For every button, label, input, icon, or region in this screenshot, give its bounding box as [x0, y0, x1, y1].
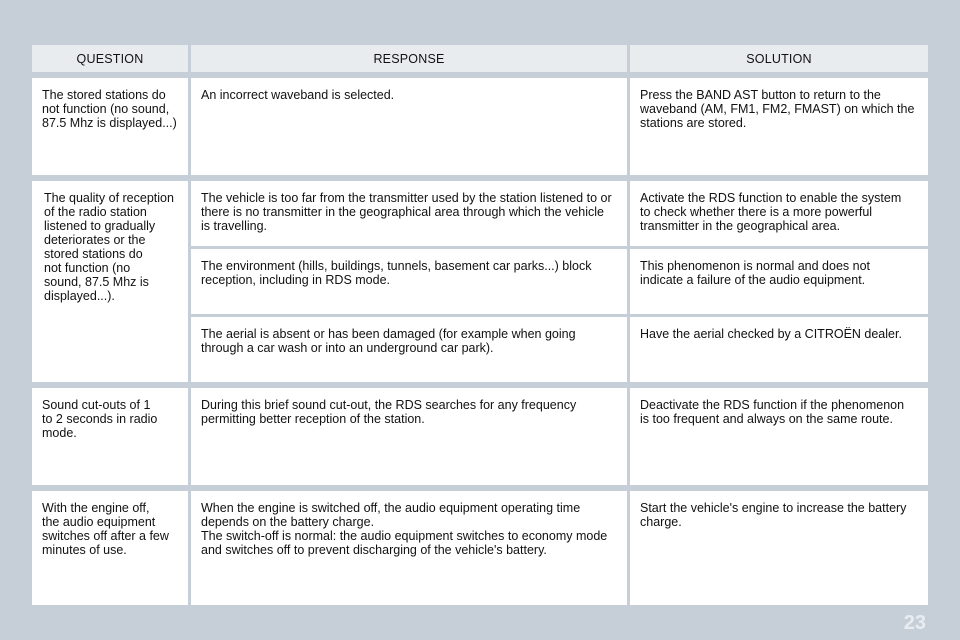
header-solution-label: SOLUTION [746, 51, 812, 66]
row-3-solution [630, 388, 928, 485]
row-2a-solution [630, 181, 928, 246]
row-2b-solution [630, 249, 928, 314]
row-3-question [32, 388, 188, 485]
row-1-question [32, 78, 188, 175]
row-4-solution-text: Start the vehicle's engine to increase the battery charge. [640, 501, 907, 529]
row-1-response-text: An incorrect waveband is selected. [201, 88, 395, 102]
row-2-question [32, 181, 188, 382]
row-4-solution [630, 491, 928, 605]
header-response-label: RESPONSE [373, 51, 445, 66]
header-question-label: QUESTION [76, 51, 144, 66]
header-question [32, 45, 188, 72]
row-1-solution [630, 78, 928, 175]
page-number: 23 [903, 612, 926, 634]
row-2a-response [191, 181, 627, 246]
row-2c-response [191, 317, 627, 382]
row-3-question-text: Sound cut-outs of 1 to 2 seconds in radio mode. [42, 398, 158, 440]
row-2a-solution-text: Activate the RDS function to enable the system to check whether there is a more powerful transmitter in the geographical area. [640, 191, 902, 233]
row-4-question-text: With the engine off, the audio equipment switches off after a few minutes of use. [42, 501, 169, 557]
row-2a-response-text: The vehicle is too far from the transmitter used by the station listened to or there is no transmitter in the geographical area through which the vehicle is travelling. [201, 191, 612, 233]
row-2c-solution-text: Have the aerial checked by a CITROËN dealer. [640, 327, 902, 341]
row-2b-solution-text: This phenomenon is normal and does not indicate a failure of the audio equipment. [640, 259, 871, 287]
row-4-response-text: When the engine is switched off, the audio equipment operating time depends on the battery charge. The switch-off is normal: the audio equipment switches to economy mode and switches off to prevent discharging of the vehicle's battery. [201, 501, 608, 557]
row-1-solution-text: Press the BAND AST button to return to the waveband (AM, FM1, FM2, FMAST) on which the stations are stored. [640, 88, 915, 130]
row-2c-solution [630, 317, 928, 382]
row-1-question-text: The stored stations do not function (no sound, 87.5 Mhz is displayed...) [42, 88, 177, 130]
row-4-response [191, 491, 627, 605]
header-solution [630, 45, 928, 72]
row-2b-response-text: The environment (hills, buildings, tunnels, basement car parks...) block reception, including in RDS mode. [201, 259, 592, 287]
row-1-response [191, 78, 627, 175]
row-3-solution-text: Deactivate the RDS function if the phenomenon is too frequent and always on the same route. [640, 398, 905, 426]
row-4-question [32, 491, 188, 605]
row-3-response [191, 388, 627, 485]
row-2c-response-text: The aerial is absent or has been damaged (for example when going through a car wash or into an underground car park). [201, 327, 576, 355]
header-response [191, 45, 627, 72]
row-2b-response [191, 249, 627, 314]
row-2-question-text: The quality of reception of the radio station listened to gradually deteriorates or the stored stations do not function (no sound, 87.5 Mhz is displayed...). [44, 191, 174, 303]
row-3-response-text: During this brief sound cut-out, the RDS searches for any frequency permitting better reception of the station. [201, 398, 577, 426]
